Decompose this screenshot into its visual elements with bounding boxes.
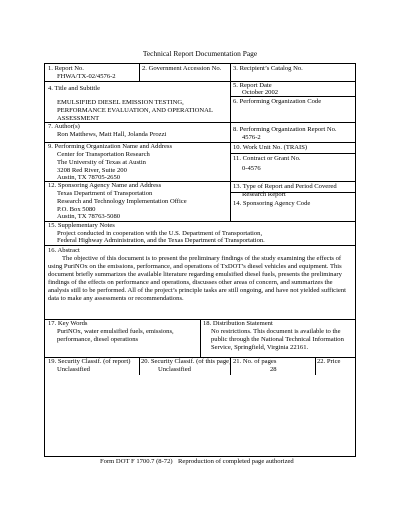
security-report-value: Unclassified — [57, 366, 90, 373]
security-page-value: Unclassified — [158, 366, 191, 373]
performing-org-label: 9. Performing Organization Name and Address — [48, 143, 173, 150]
key-words-line-2: performance, diesel operations — [57, 336, 139, 343]
abstract-text: The objective of this document is to present the preliminary findings of the study examining the effects of using PuriNOx on the emissions, performance, and operations of TxDOT’s diesel vehicles and equipment. This document briefly summarizes the available literature regarding emulsified diesel fuels, presents the preliminary findings of the effects on performance and operations, discusses other areas of concern, and summarizes the analysis still to be performed. All of the project’s principle tasks are still ongoing, and have not yielded sufficient data to make any assessments or recommendations. — [48, 255, 346, 302]
distribution-line-1: No restrictions. This document is available to the — [211, 328, 341, 335]
report-type-value: Research Report — [242, 191, 286, 198]
sponsoring-agency-line-2: Research and Technology Implementation Office — [57, 198, 187, 205]
reproduction-note: Reproduction of completed page authorized — [178, 458, 294, 465]
gov-accession-label: 2. Government Accession No. — [142, 65, 222, 72]
report-documentation-form — [44, 63, 356, 457]
supplementary-line-1: Project conducted in cooperation with the U.S. Department of Transportation, — [57, 230, 263, 237]
distribution-line-3: Service, Springfield, Virginia 22161. — [211, 344, 309, 351]
report-no-value: FHWA/TX-02/4576-2 — [57, 73, 116, 80]
supplementary-line-2: Federal Highway Administration, and the Texas Department of Transportation. — [57, 237, 265, 244]
performing-org-line-4: Austin, TX 78705-2650 — [57, 174, 121, 181]
key-words-label: 17. Key Words — [48, 320, 88, 327]
report-date-label: 5. Report Date — [233, 82, 272, 89]
sponsoring-agency-label: 12. Sponsoring Agency Name and Address — [48, 182, 162, 189]
rule — [139, 357, 140, 375]
performing-org-report-label: 8. Performing Organization Report No. — [233, 126, 337, 133]
title-line-1: EMULSIFIED DIESEL EMISSION TESTING, — [57, 99, 184, 106]
work-unit-label: 10. Work Unit No. (TRAIS) — [233, 144, 308, 151]
performing-org-code-label: 6. Performing Organization Code — [233, 98, 322, 105]
performing-org-line-3: 3208 Red River, Suite 200 — [57, 167, 127, 174]
rule — [315, 357, 316, 375]
num-pages-label: 21. No. of pages — [233, 358, 277, 365]
performing-org-line-1: Center for Transportation Research — [57, 151, 150, 158]
num-pages-value: 28 — [270, 366, 277, 373]
performing-org-line-2: The University of Texas at Austin — [57, 159, 146, 166]
rule — [200, 319, 201, 357]
report-no-label: 1. Report No. — [48, 65, 84, 72]
report-type-label: 13. Type of Report and Period Covered — [233, 183, 337, 190]
security-report-label: 19. Security Classif. (of report) — [48, 358, 131, 365]
recipient-catalog-label: 3. Recipient’s Catalog No. — [233, 65, 303, 72]
rule — [45, 245, 355, 246]
contract-grant-label: 11. Contract or Grant No. — [233, 155, 301, 162]
rule — [230, 153, 355, 154]
distribution-label: 18. Distribution Statement — [203, 320, 273, 327]
title-line-3: ASSESSMENT — [57, 115, 100, 122]
supplementary-label: 15. Supplementary Notes — [48, 222, 115, 229]
abstract-label: 16. Abstract — [48, 247, 80, 254]
price-label: 22. Price — [317, 358, 341, 365]
page-title: Technical Report Documentation Page — [142, 49, 258, 58]
sponsoring-agency-line-4: Austin, TX 78763-5080 — [57, 213, 121, 220]
distribution-line-2: public through the National Technical Information — [211, 336, 344, 343]
authors-label: 7. Author(s) — [48, 123, 80, 130]
contract-grant-value: 0-4576 — [242, 165, 261, 172]
sponsoring-agency-line-3: P.O. Box 5080 — [57, 206, 96, 213]
sponsoring-code-label: 14. Sponsoring Agency Code — [233, 200, 311, 207]
rule — [230, 64, 231, 221]
authors-value: Ron Matthews, Matt Hall, Jolanda Prozzi — [57, 131, 167, 138]
rule — [45, 81, 355, 82]
security-page-label: 20. Security Classif. (of this page) — [141, 358, 232, 365]
report-date-value: October 2002 — [242, 89, 279, 96]
title-line-2: PERFORMANCE EVALUATION, AND OPERATIONAL — [57, 107, 213, 114]
form-id: Form DOT F 1700.7 (8-72) — [100, 458, 173, 465]
rule — [139, 64, 140, 81]
sponsoring-agency-line-1: Texas Department of Transportation — [57, 190, 153, 197]
title-subtitle-label: 4. Title and Subtitle — [48, 85, 101, 92]
key-words-line-1: PuriNOx, water emulsified fuels, emissions, — [57, 328, 174, 335]
performing-org-report-value: 4576-2 — [242, 134, 261, 141]
